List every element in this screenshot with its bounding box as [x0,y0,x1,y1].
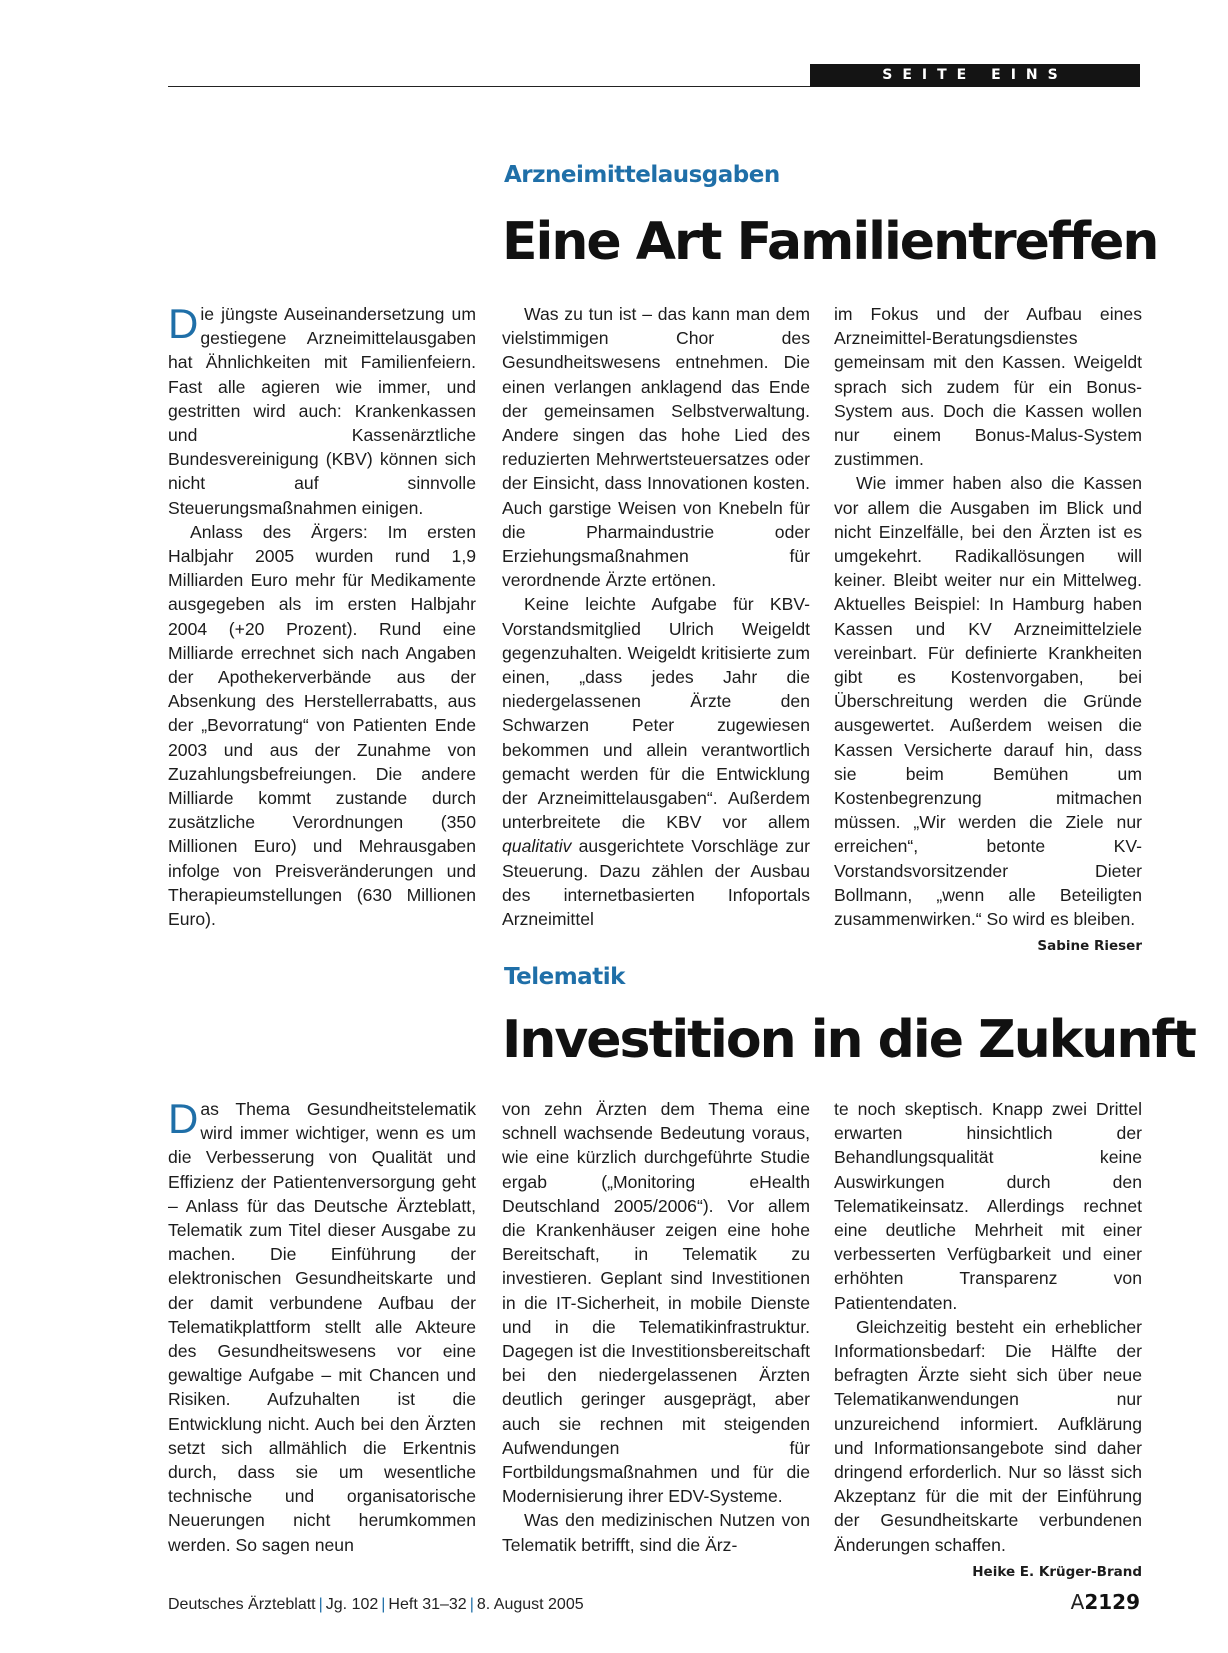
italic-word: qualitativ [502,836,572,857]
volume: Jg. 102 [325,1596,379,1613]
article1-col1-paragraph-2: Anlass des Ärgers: Im ersten Halbjahr 2005 wurden rund 1,9 Milliarden Euro mehr für Medikamente ausgegeben als im ersten Halbjahr 2004 (+20 Prozent). Rund eine Milliarde errechnet sich nach Angaben der Apothekerverbände aus der Absenkung des Herstellerrabatts, aus der „Bevorratung“ von Patienten Ende 2003 und aus der Zunahme von Zuzahlungsbefreiungen. Die andere Milliarde kommt zustande durch zusätzliche Verordnungen (350 Millionen Euro) und Mehrausgaben infolge von Preisveränderungen und Therapieumstellungen (630 Millionen Euro). [168,521,476,930]
dropcap: D [168,300,199,347]
separator: | [318,1596,323,1613]
article2-col2-paragraph-1: von zehn Ärzten dem Thema eine schnell wachsende Bedeutung voraus, wie eine kürzlich durchgeführte Studie ergab („Monitoring eHealth Deutschland 2005/2006“). Vor allem die Krankenhäuser zeigen eine hohe Bereitschaft, in Telematik zu investieren. Geplant sind Investitionen in die IT-Sicherheit, in mobile Dienste und in die Telematikinfrastruktur. Dagegen ist die Investitionsbereitschaft bei den niedergelassenen Ärzten deutlich geringer ausgeprägt, aber auch sie rechnen mit steigenden Aufwendungen für Fortbildungsmaßnahmen und für die Modernisierung ihrer EDV-Systeme. [502,1099,810,1507]
author-byline: Sabine Rieser [1037,938,1142,955]
footer-page-number [1071,1590,1140,1614]
article1-kicker: Arzneimittelausgaben [504,162,780,188]
paragraph-text: Wie immer haben also die Kassen vor allem die Ausgaben im Blick und nicht Einzelfälle, bei den Ärzten ist es umgekehrt. Radikallösungen will keiner. Bleibt weiter nur ein Mittelweg. Aktuelles Beispiel: In Hamburg haben Kassen und KV Arzneimittelziele vereinbart. Für definierte Krankheiten gibt es Kostenvorgaben, bei Überschreitung werden die Gründe ausgewertet. Außerdem weisen die Kassen Versicherte darauf hin, dass sie beim Bemühen um Kostenbegrenzung mitmachen müssen. „Wir werden die Ziele nur erreichen“, betonte KV-Vorstandsvorsitzender Dieter Bollmann, „wenn alle Beteiligten zusammenwirken.“ So wird es bleiben. [834,473,1142,930]
separator: | [381,1596,386,1613]
paragraph-text: Keine leichte Aufgabe für KBV-Vorstandsmitglied Ulrich Weigeldt gegenzuhalten. Weigeldt kritisierte zum einen, „dass jedes Jahr die niedergelassenen Ärzte den Schwarzen Peter zugewiesen bekommen und allein verantwortlich gemacht werden für die Entwicklung der Arzneimittelausgaben“. Außerdem unterbreitete die KBV vor allem [502,594,810,833]
paragraph-text: ausgerichtete Vorschläge zur Steuerung. Dazu zählen der Ausbau des internetbasierten Infoportals Arzneimittel [502,836,810,930]
article1-col3-paragraph-2 [834,471,1142,955]
section-label: SEITE EINS [810,64,1140,87]
article2-column-2 [502,1097,810,1557]
article1-col2-paragraph-1: Was zu tun ist – das kann man dem vielstimmigen Chor des Gesundheitswesens entnehmen. Die einen verlangen anklagend das Ende der gemeinsamen Selbstverwaltung. Andere singen das hohe Lied des reduzierten Mehrwertsteuersatzes oder der Einsicht, dass Innovationen kosten. Auch garstige Weisen von Knebeln für die Pharmaindustrie oder Erziehungsmaßnahmen für verordnende Ärzte ertönen. [502,304,810,591]
article2-col2-paragraph-2: Was den medizinischen Nutzen von Telematik betrifft, sind die Ärz- [502,1510,810,1555]
article2-kicker: Telematik [504,964,625,990]
article2-column-3 [834,1097,1142,1584]
issue: Heft 31–32 [388,1596,467,1613]
page-prefix: A [1070,1590,1085,1614]
page-number: 2129 [1084,1590,1140,1614]
article1-col2-paragraph-2 [502,592,810,931]
author-byline: Heike E. Krüger-Brand [972,1563,1142,1580]
article2-col3-paragraph-1: te noch skeptisch. Knapp zwei Drittel erwarten hinsichtlich der Behandlungsqualität keine Auswirkungen durch den Telematikeinsatz. Allerdings rechnet eine deutliche Mehrheit mit einer verbesserten Verfügbarkeit und einer erhöhten Transparenz von Patientendaten. [834,1099,1142,1313]
article1-column-1 [168,302,476,931]
dropcap: D [168,1095,199,1142]
article1-headline: Eine Art Familientreffen [502,212,1158,272]
article2-column-1 [168,1097,476,1557]
article2-col3-paragraph-2 [834,1315,1142,1580]
footer-publication-info [168,1596,584,1614]
journal-name: Deutsches Ärzteblatt [168,1596,316,1613]
paragraph-text: as Thema Gesundheitstelematik wird immer wichtiger, wenn es um die Verbesserung von Qualität und Effizienz der Patientenversorgung geht – Anlass für das Deutsche Ärzteblatt, Telematik zum Titel dieser Ausgabe zu machen. Die Einführung der elektronischen Gesundheitskarte und der damit verbundene Aufbau der Telematikplattform stellt alle Akteure des Gesundheitswesens vor eine gewaltige Aufgabe – mit Chancen und Risiken. Aufzuhalten ist die Entwicklung nicht. Auch bei den Ärzten setzt sich allmählich die Erkentnis durch, dass sie um wesentliche technische und organisatorische Neuerungen nicht herumkommen werden. So sagen neun [168,1099,476,1555]
article1-column-2 [502,302,810,931]
article1-col3-paragraph-1: im Fokus und der Aufbau eines Arzneimittel-Beratungsdienstes gemeinsam mit den Kassen. Weigeldt sprach sich zudem für ein Bonus-System aus. Doch die Kassen wollen nur einem Bonus-Malus-System zustimmen. [834,304,1142,470]
paragraph-text: Gleichzeitig besteht ein erheblicher Informationsbedarf: Die Hälfte der befragten Ärzte sieht sich über neue Telematikanwendungen nur unzureichend informiert. Aufklärung und Informationsangebote sind daher dringend erforderlich. Nur so lässt sich Akzeptanz für die mit der Einführung der Gesundheitskarte verbundenen Änderungen schaffen. [834,1316,1142,1555]
article2-headline: Investition in die Zukunft [502,1010,1195,1070]
article1-column-3 [834,302,1142,958]
article1-col1-paragraph-1 [168,302,476,520]
separator: | [469,1596,474,1613]
paragraph-text: ie jüngste Auseinandersetzung um gestiegene Arzneimittelausgaben hat Ähnlichkeiten mit Familienfeiern. Fast alle agieren wie immer, und gestritten wird auch: Krankenkassen und Kassenärztliche Bundesvereinigung (KBV) können sich nicht auf sinnvolle Steuerungsmaßnahmen einigen. [168,304,476,518]
issue-date: 8. August 2005 [476,1596,584,1613]
article2-col1-paragraph-1 [168,1097,476,1557]
